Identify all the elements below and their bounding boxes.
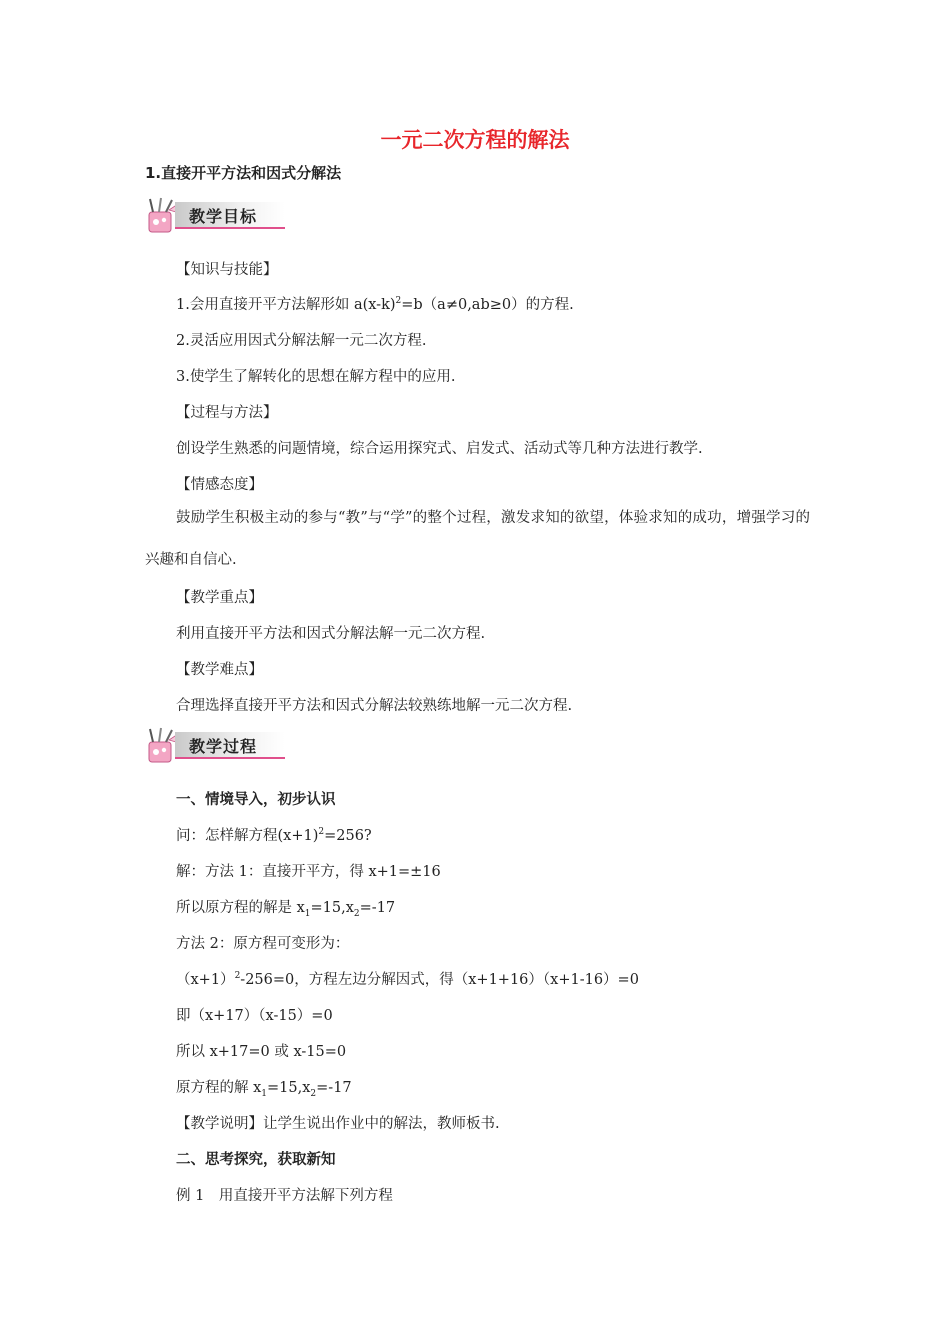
knowledge-item-1: 1.会用直接开平方法解形如 $a(x-k)^2=b(a\ne 0,ab\ge 0)$的方程.: [176, 296, 574, 313]
process-text: 创设学生熟悉的问题情境，综合运用探究式、启发式、活动式等几种方法进行教学.: [176, 441, 703, 457]
solution-method-1: 解：方法 1：直接开平方，得 x+1=±16: [176, 864, 441, 880]
section-1-title: 一、情境导入，初步认识: [176, 792, 336, 808]
method-2: 方法 2：原方程可变形为：: [176, 936, 350, 952]
key-point-heading: 【教学重点】: [176, 590, 263, 606]
equation-3: 所以 x+17=0 或 x-15=0: [176, 1044, 347, 1060]
emotion-heading: 【情感态度】: [176, 477, 263, 493]
teaching-note: 【教学说明】让学生说出作业中的解法，教师板书.: [176, 1116, 500, 1132]
banner-teaching-goals: [145, 196, 290, 236]
knowledge-item-3: 3.使学生了解转化的思想在解方程中的应用.: [176, 369, 456, 385]
section-subhead: 1.直接开平方法和因式分解法: [145, 164, 342, 182]
equation-1: $(x+1)^2-256=0$，方程左边分解因式，得（x+1+16）（x+1-16）=0: [176, 971, 639, 988]
difficulty-text: 合理选择直接开平方法和因式分解法较熟练地解一元二次方程.: [176, 698, 573, 714]
emotion-text: 鼓励学生积极主动的参与“教”与“学”的整个过程，激发求知的欲望，体验求知的成功，增强学习的兴趣和自信心.: [145, 510, 810, 568]
difficulty-heading: 【教学难点】: [176, 662, 263, 678]
page-title: 一元二次方程的解法: [380, 128, 570, 152]
key-point-text: 利用直接开平方法和因式分解法解一元二次方程.: [176, 626, 486, 642]
knowledge-item-2: 2.灵活应用因式分解法解一元二次方程.: [176, 333, 427, 349]
banner-label: 教学目标: [189, 207, 258, 226]
result-1: 所以原方程的解是 $x_1=15,x_2=-17$: [176, 900, 396, 919]
result-2: 原方程的解 $x_1=15,x_2=-17$: [176, 1080, 352, 1099]
equation-2: 即（x+17）（x-15）=0: [176, 1008, 333, 1024]
process-heading: 【过程与方法】: [176, 405, 278, 421]
banner-label: 教学过程: [189, 737, 258, 756]
knowledge-heading: 【知识与技能】: [176, 262, 278, 278]
example-1: 例 1 用直接开平方法解下列方程: [176, 1188, 393, 1204]
section-2-title: 二、思考探究，获取新知: [176, 1152, 336, 1168]
banner-teaching-process: [145, 726, 290, 766]
question: 问：怎样解方程$(x+1)^2=256$?: [176, 827, 372, 844]
